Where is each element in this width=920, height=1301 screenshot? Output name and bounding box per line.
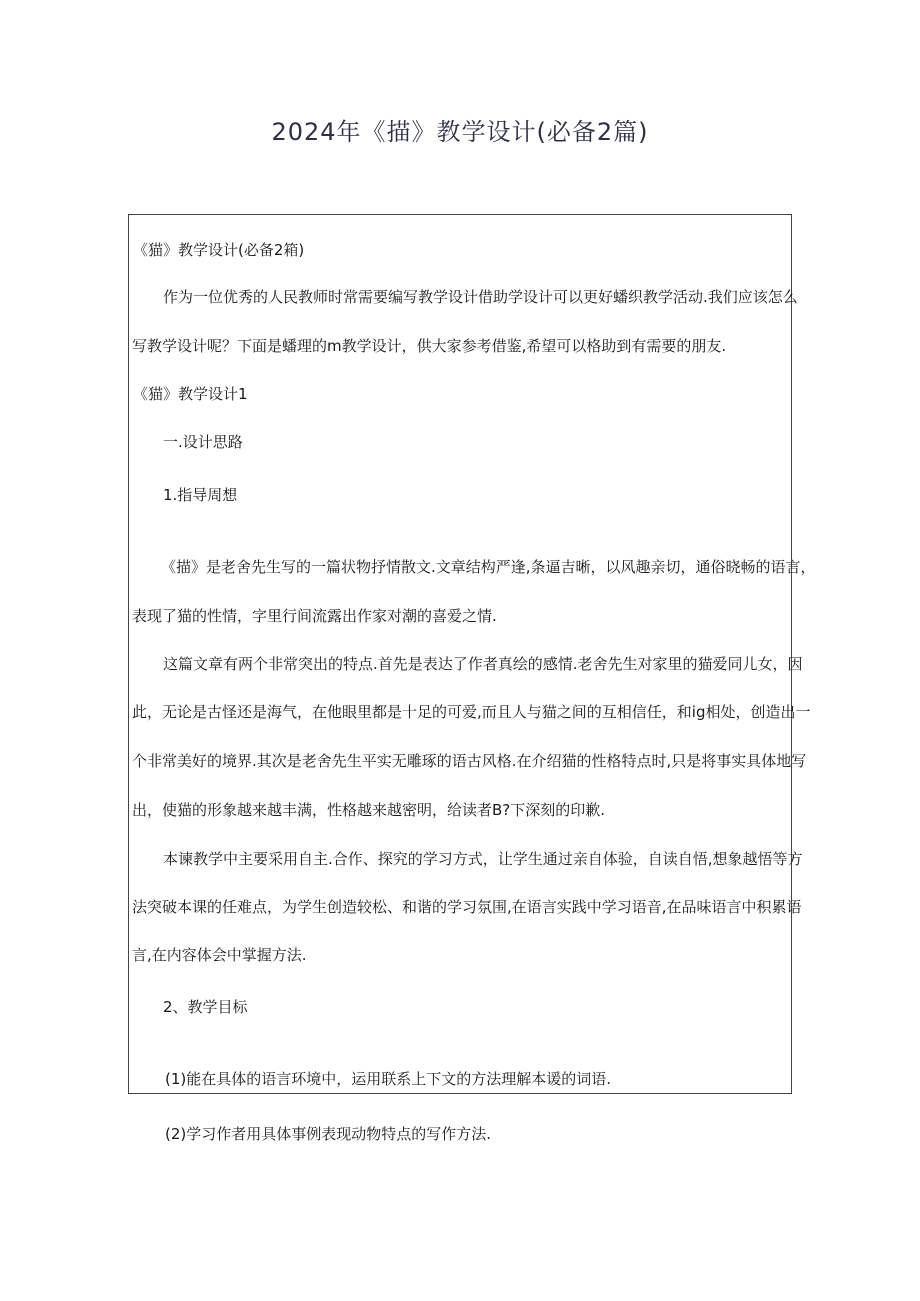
section-1-heading: 《猫》教学设计1 (133, 385, 248, 403)
intro-line-2: 写教学设计呢？下面是蟠理的m教学设计，供大家参考借鉴,希望可以格助到有需要的朋友. (132, 337, 727, 355)
para-3-line-2: 法突破本课的任难点，为学生创造较松、和谐的学习氛围,在语言实践中学习语音,在品味语言中积累语 (132, 898, 802, 916)
sub-1-heading: 1.指导周想 (163, 486, 238, 504)
sub-2-heading: 2、教学目标 (163, 998, 248, 1016)
para-2-line-1: 这篇文章有两个非常突出的特点.首先是表达了作者真绘的感情.老舍先生对家里的猫爱同儿女，因 (163, 655, 803, 673)
para-1-line-1: 《描》是老舍先生写的一篇状物抒情散文.文章结构严逢,条逼吉晰，以风趣亲切，通俗晓畅的语言， (161, 558, 816, 576)
goal-1: (1)能在具体的语言环境中，运用联系上下文的方法理解本谖的词语. (165, 1070, 612, 1088)
para-3-line-1: 本谏教学中主要采用自主.合作、探究的学习方式，让学生通过亲自体验，自读自悟,想象越悟等方 (163, 850, 803, 868)
para-2-line-4: 出，使猫的形象越来越丰满，性格越来越密明，给读者B?下深刻的印歉. (132, 801, 606, 819)
para-2-line-2: 此，无论是古怪还是海气，在他眼里都是十足的可爱,而且人与猫之间的互相信任，和ig相处，创造出一 (132, 703, 811, 721)
goal-2: (2)学习作者用具体事例表现动物特点的写作方法. (165, 1125, 492, 1143)
page-title: 2024年《描》教学设计(必备2篇) (271, 118, 649, 146)
part-1-heading: 一.设计思路 (163, 433, 243, 451)
para-2-line-3: 个非常美好的境界.其次是老舍先生平实无雕琢的语古风格.在介绍猫的性格特点时,只是将事实具体地写 (132, 752, 807, 770)
intro-line-1: 作为一位优秀的人民教师时常需要编写教学设计借助学设计可以更好蟠织教学活动.我们应该怎么 (163, 288, 798, 306)
box-heading: 《猫》教学设计(必备2箱) (133, 241, 305, 259)
para-3-line-3: 言,在内容体会中掌握方法. (132, 946, 307, 964)
para-1-line-2: 表现了猫的性情，字里行间流露出作家对潮的喜爱之情. (132, 607, 497, 625)
